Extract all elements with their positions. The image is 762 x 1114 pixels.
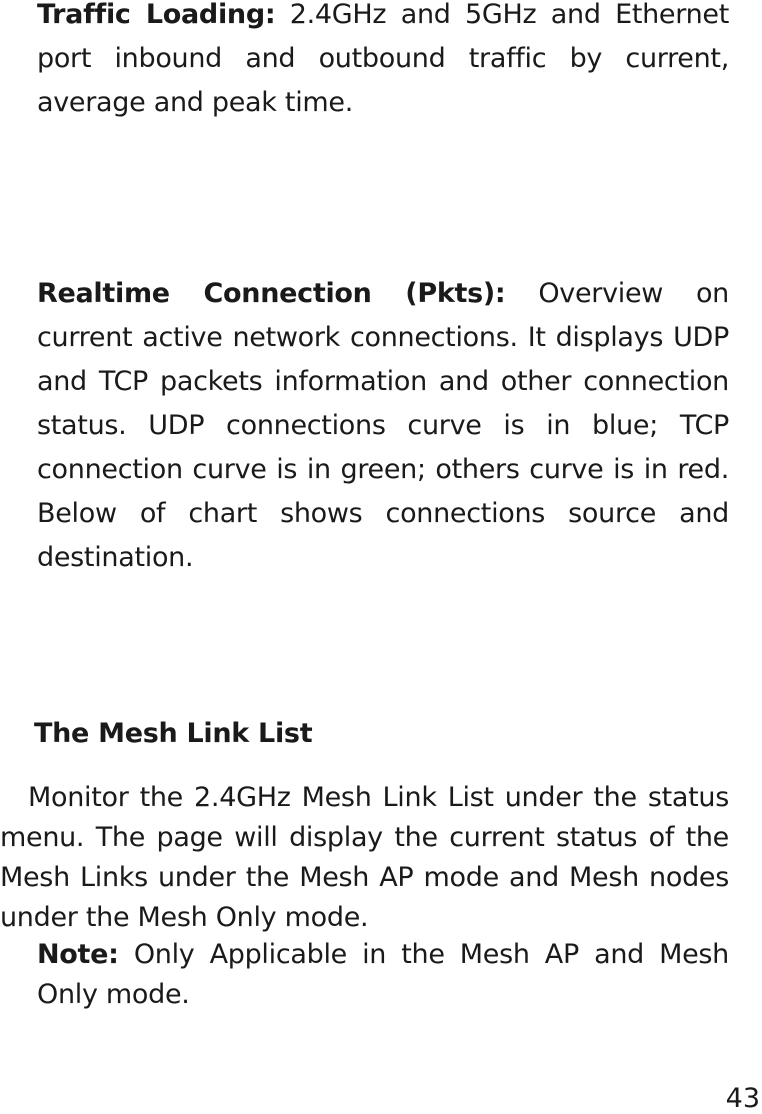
page-number: 43 — [725, 1083, 760, 1114]
note-paragraph — [37, 935, 729, 1015]
traffic-loading-label: Traffic Loading: — [37, 0, 276, 30]
traffic-loading-paragraph — [37, 0, 729, 125]
traffic-loading-text: 2.4GHz and 5GHz and Ethernet port inbound and outbound traffic by current, average and peak time. — [37, 0, 729, 118]
realtime-connection-label: Realtime Connection (Pkts): — [37, 278, 506, 309]
note-text: Only Applicable in the Mesh AP and Mesh Only mode. — [37, 939, 729, 1010]
mesh-link-list-body: Monitor the 2.4GHz Mesh Link List under the status menu. The page will display the current status of the Mesh Links under the Mesh AP mode and Mesh nodes under the Mesh Only mode. — [0, 782, 729, 933]
note-label: Note: — [37, 939, 119, 970]
mesh-link-list-heading: The Mesh Link List — [34, 718, 313, 749]
realtime-connection-paragraph — [37, 272, 729, 580]
realtime-connection-text: Overview on current active network connections. It displays UDP and TCP packets information and other connection status. UDP connections curve is in blue; TCP connection curve is in green; others curve is in red. Below of chart shows connections source and destination. — [37, 278, 729, 573]
